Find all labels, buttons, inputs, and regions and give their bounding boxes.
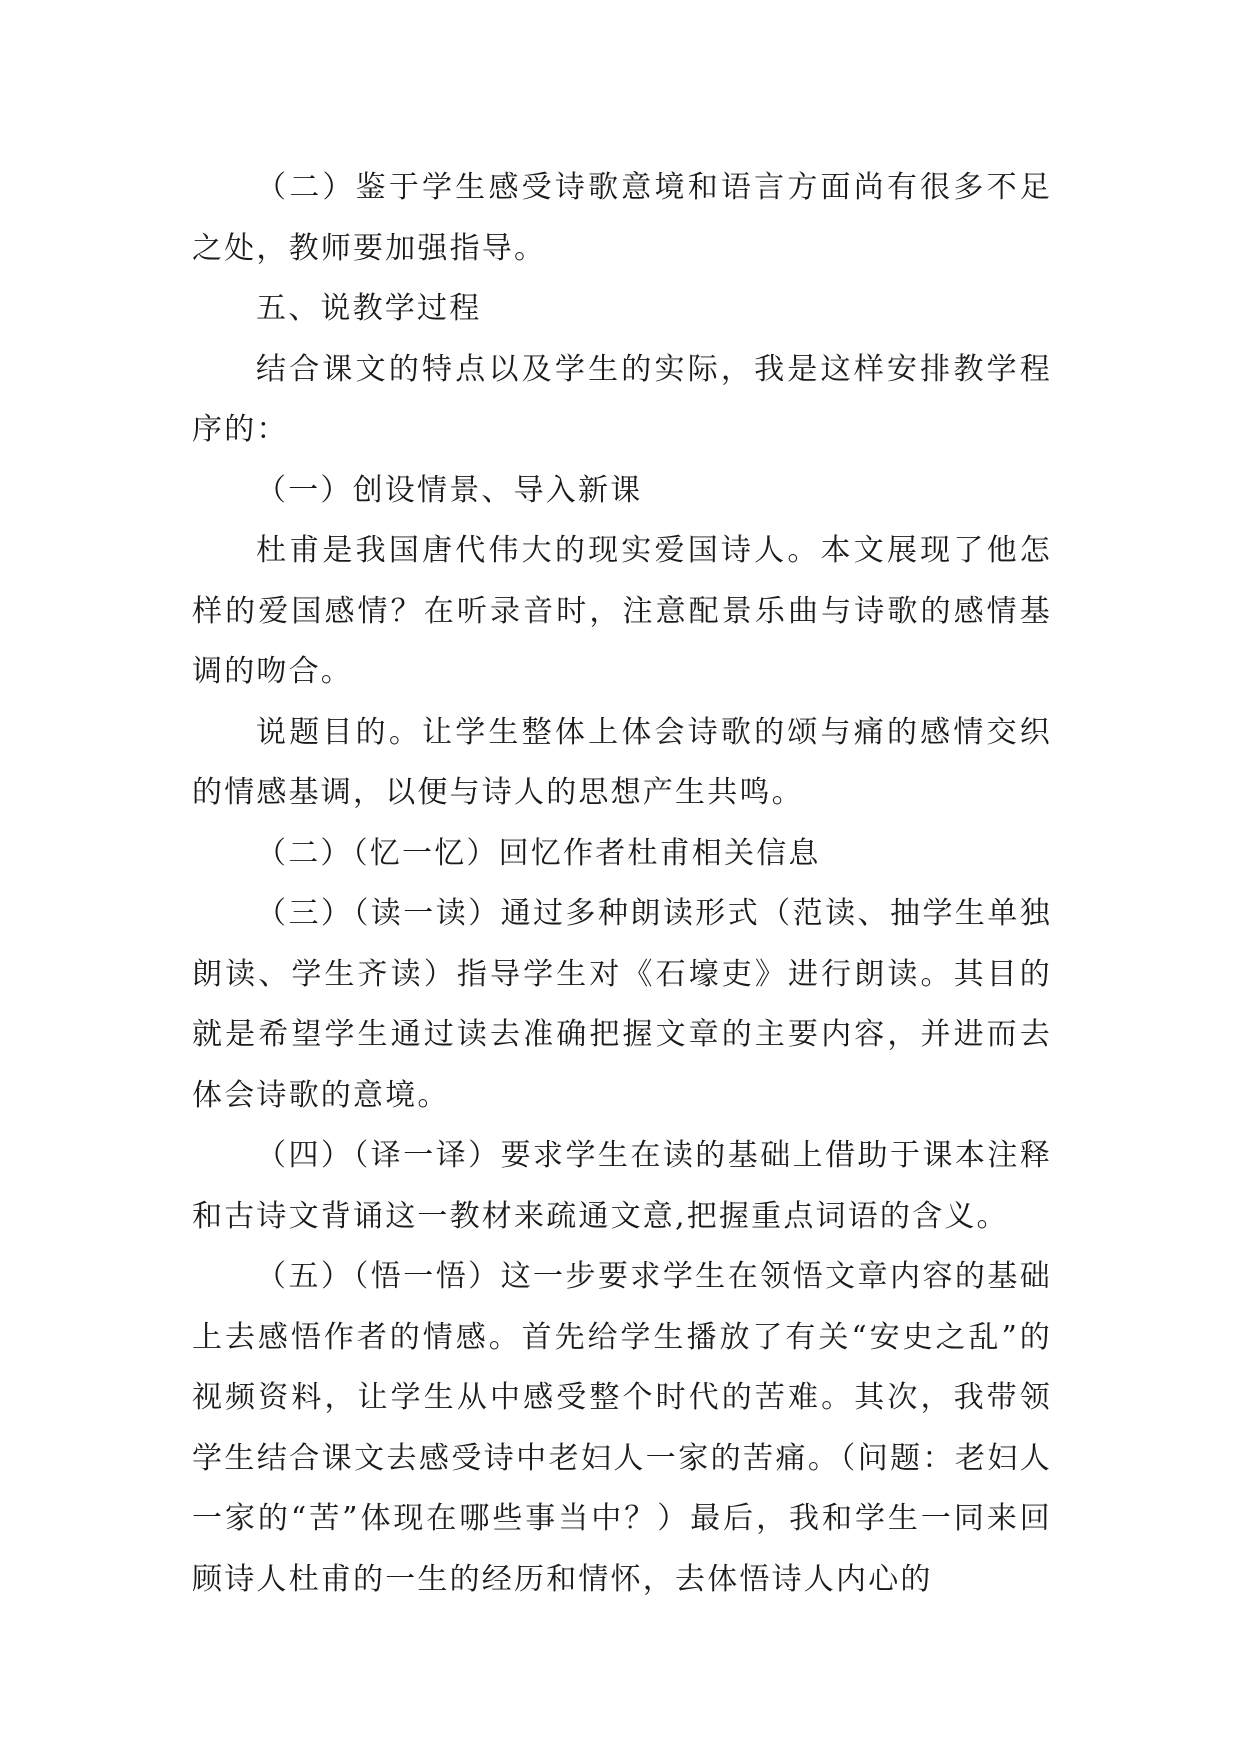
document-body bbox=[192, 158, 1052, 1610]
paragraph: （二）鉴于学生感受诗歌意境和语言方面尚有很多不足之处，教师要加强指导。 bbox=[192, 170, 1052, 266]
paragraph: 杜甫是我国唐代伟大的现实爱国诗人。本文展现了他怎样的爱国感情？在听录音时，注意配景乐曲与诗歌的感情基调的吻合。 bbox=[192, 533, 1052, 689]
section-heading: 五、说教学过程 bbox=[256, 291, 482, 326]
paragraph: 结合课文的特点以及学生的实际，我是这样安排教学程序的： bbox=[192, 351, 1052, 447]
paragraph: （三）（读一读）通过多种朗读形式（范读、抽学生单独朗读、学生齐读）指导学生对《石壕吏》进行朗读。其目的就是希望学生通过读去准确把握文章的主要内容，并进而去体会诗歌的意境。 bbox=[192, 896, 1052, 1113]
paragraph: （五）（悟一悟）这一步要求学生在领悟文章内容的基础上去感悟作者的情感。首先给学生播放了有关“安史之乱”的视频资料，让学生从中感受整个时代的苦难。其次，我带领学生结合课文去感受诗中老妇人一家的苦痛。（问题：老妇人一家的“苦”体现在哪些事当中？）最后，我和学生一同来回顾诗人杜甫的一生的经历和情怀，去体悟诗人内心的 bbox=[192, 1259, 1052, 1597]
subsection-heading: （一）创设情景、导入新课 bbox=[256, 472, 643, 508]
paragraph: （四）（译一译）要求学生在读的基础上借助于课本注释和古诗文背诵这一教材来疏通文意,把握重点词语的含义。 bbox=[192, 1138, 1052, 1234]
subsection-heading: （二）（忆一忆）回忆作者杜甫相关信息 bbox=[256, 835, 821, 871]
paragraph: 说题目的。让学生整体上体会诗歌的颂与痛的感情交织的情感基调，以便与诗人的思想产生共鸣。 bbox=[192, 714, 1052, 810]
